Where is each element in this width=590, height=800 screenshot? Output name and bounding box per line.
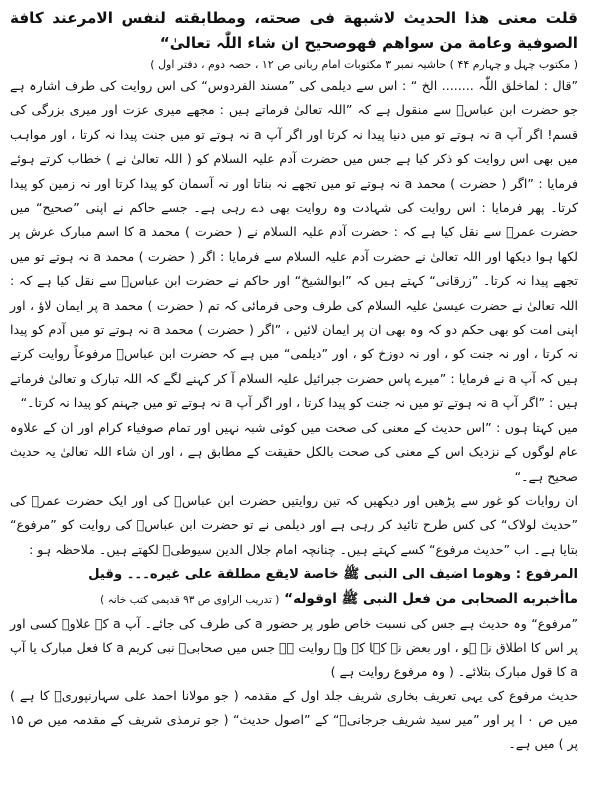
maktub-citation: ( مکتوب چہل و چہارم ۴۴ ) حاشیہ نمبر ۳ مکتوبات امام ربانی ص ۱۲ ، حصہ دوم ، دفتر اول ) [150, 58, 578, 71]
paragraph-explanation: ”قال : لماخلق اللّٰہ ........ الخ “ : اس سے دیلمی کی ”مسند الفردوس“ کی اس روایت کی طرف اشارہ ہے جو حضرت ابن عباسؓ سے منقول ہے کہ ”اللہ تعالیٰ فرماتے ہیں : مجھے میری عزت اور میری بزرگی کی قسم! اگر آپ a نہ ہوتے تو میں دنیا پیدا نہ کرتا اور اگر آپ a نہ ہوتے تو میں جنت پیدا نہ کرتا ، اور مواہب میں بھی اس روایت کو ذکر کیا ہے جس میں حضرت آدم علیہ السلام کو ( اللہ تعالیٰ نے ) خطاب کرتے ہوئے فرمایا : ”اگر ( حضرت ) محمد a نہ ہوتے تو میں تجھے نہ بناتا اور نہ آسمان کو پیدا کرتا اور نہ زمین کو پیدا کرتا۔ پھر فرمایا : اس روایت کی شہادت وہ روایت بھی دے رہی ہے۔ جسے حاکم نے اپنی ”صحیح“ میں حضرت عمرؓ سے نقل کیا ہے کہ : حضرت آدم علیہ السلام نے ( حضرت ) محمد a کا اسم مبارک عرش پر لکھا ہوا دیکھا اور اللہ تعالیٰ نے حضرت آدم علیہ السلام سے فرمایا : اگر ( حضرت ) محمد a نہ ہوتے تو میں تجھے پیدا نہ کرتا۔ ”زرقانی“ کہتے ہیں کہ ”ابوالشیخ“ اور حاکم نے حضرت ابن عباسؓ سے نقل کیا ہے کہ : اللہ تعالیٰ نے حضرت عیسیٰ علیہ السلام کی طرف وحی فرمائی کہ تم ( حضرت ) محمد a پر ایمان لاؤ ، اور اپنی امت کو بھی حکم دو کہ وہ بھی ان پر ایمان لائیں ، ”اگر ( حضرت ) محمد a نہ ہوتے تو میں آدم کو پیدا نہ کرتا ، اور نہ جنت کو ، اور نہ دوزخ کو ، اور ”دیلمی“ میں ہے کہ حضرت ابن عباسؓ مرفوعاً روایت کرتے ہیں کہ آپ a نے فرمایا : ”میرے پاس حضرت جبرائیل علیہ السلام آ کر کہنے لگے کہ اللہ تبارک و تعالیٰ فرماتے ہیں : ”اگر آپ a نہ ہوتے تو میں نہ جنت کو پیدا کرتا ، اور اگر آپ a نہ ہوتے تو میں جہنم کو پیدا نہ کرتا۔“ [10, 78, 579, 411]
paragraph-marfu-definition: ”مرفوع“ وہ حدیث ہے جس کی نسبت خاص طور پر حضور a کی طرف کی جائے۔ آپ a کے علاوہ کسی اور پر اس کا اطلاق نہ ہو ، اور بعض نے کہا کہ وہ روایت ہے جس میں صحابیؓ نبی کریم a کا فعل مبارک یا آپ a کا قول مبارک بتلائے۔ ( وہ مرفوع روایت ہے ) [10, 616, 578, 680]
marfu-definition-continued [10, 587, 578, 612]
arabic-quotation-heading: قلت معنى هذا الحديث لاشبهة فى صحته، ومطابقته لنفس الامرعند كافة الصوفية وعامة من سواهم فهوصحيح ان شاء اللّٰہ تعالیٰ“ [10, 9, 578, 52]
marfu-definition-text: ماأخبربه الصحابی من فعل النبی ﷺ اوقوله“ [284, 591, 578, 608]
paragraph-author-statement: میں کہتا ہوں : ”اس حدیث کے معنی کی صحت میں کوئی شبہ نہیں اور تمام صوفیاء کرام اور ان کے علاوہ عام لوگوں کے نزدیک اس کے معنی کی صحت بالکل حقیقت کے مطابق ہے ، اور ان شاء اللہ تعالیٰ یہ حدیث صحیح ہے۔“ [10, 419, 578, 484]
paragraph-analysis: ان روایات کو غور سے پڑھیں اور دیکھیں کہ تین روایتیں حضرت ابن عباسؓ کی اور ایک حضرت عمرؓ کی ”حدیث لولاک“ کی کس طرح تائید کر رہی ہے اور دیلمی نے تو حضرت ابن عباسؓ کی روایت کو ”مرفوع“ بتایا ہے۔ اب ”حدیث مرفوع“ کسے کہتے ہیں۔ چنانچہ امام جلال الدین سیوطیؒ لکھتے ہیں۔ ملاحظہ ہو : [10, 492, 578, 557]
paragraph-references: حدیث مرفوع کی یہی تعریف بخاری شریف جلد اول کے مقدمہ ( جو مولانا احمد علی سہارنپوریؒ کا ہے ) میں ص ۰ ا پر اور ”میر سید شریف جرجانیؒ“ کے ”اصول حدیث“ ( جو ترمذی شریف کے مقدمہ میں ص ۱۵ پر ) میں ہے۔ [10, 688, 578, 752]
marfu-definition-arabic: المرفوع : وهوما اضيف الى النبی ﷺ خاصة لايقع مطلقة علی غيره۔۔۔ وقيل [88, 567, 578, 583]
source-reference: ( تدریب الراوی ص ۹۳ قدیمی کتب خانہ ) [100, 594, 280, 607]
